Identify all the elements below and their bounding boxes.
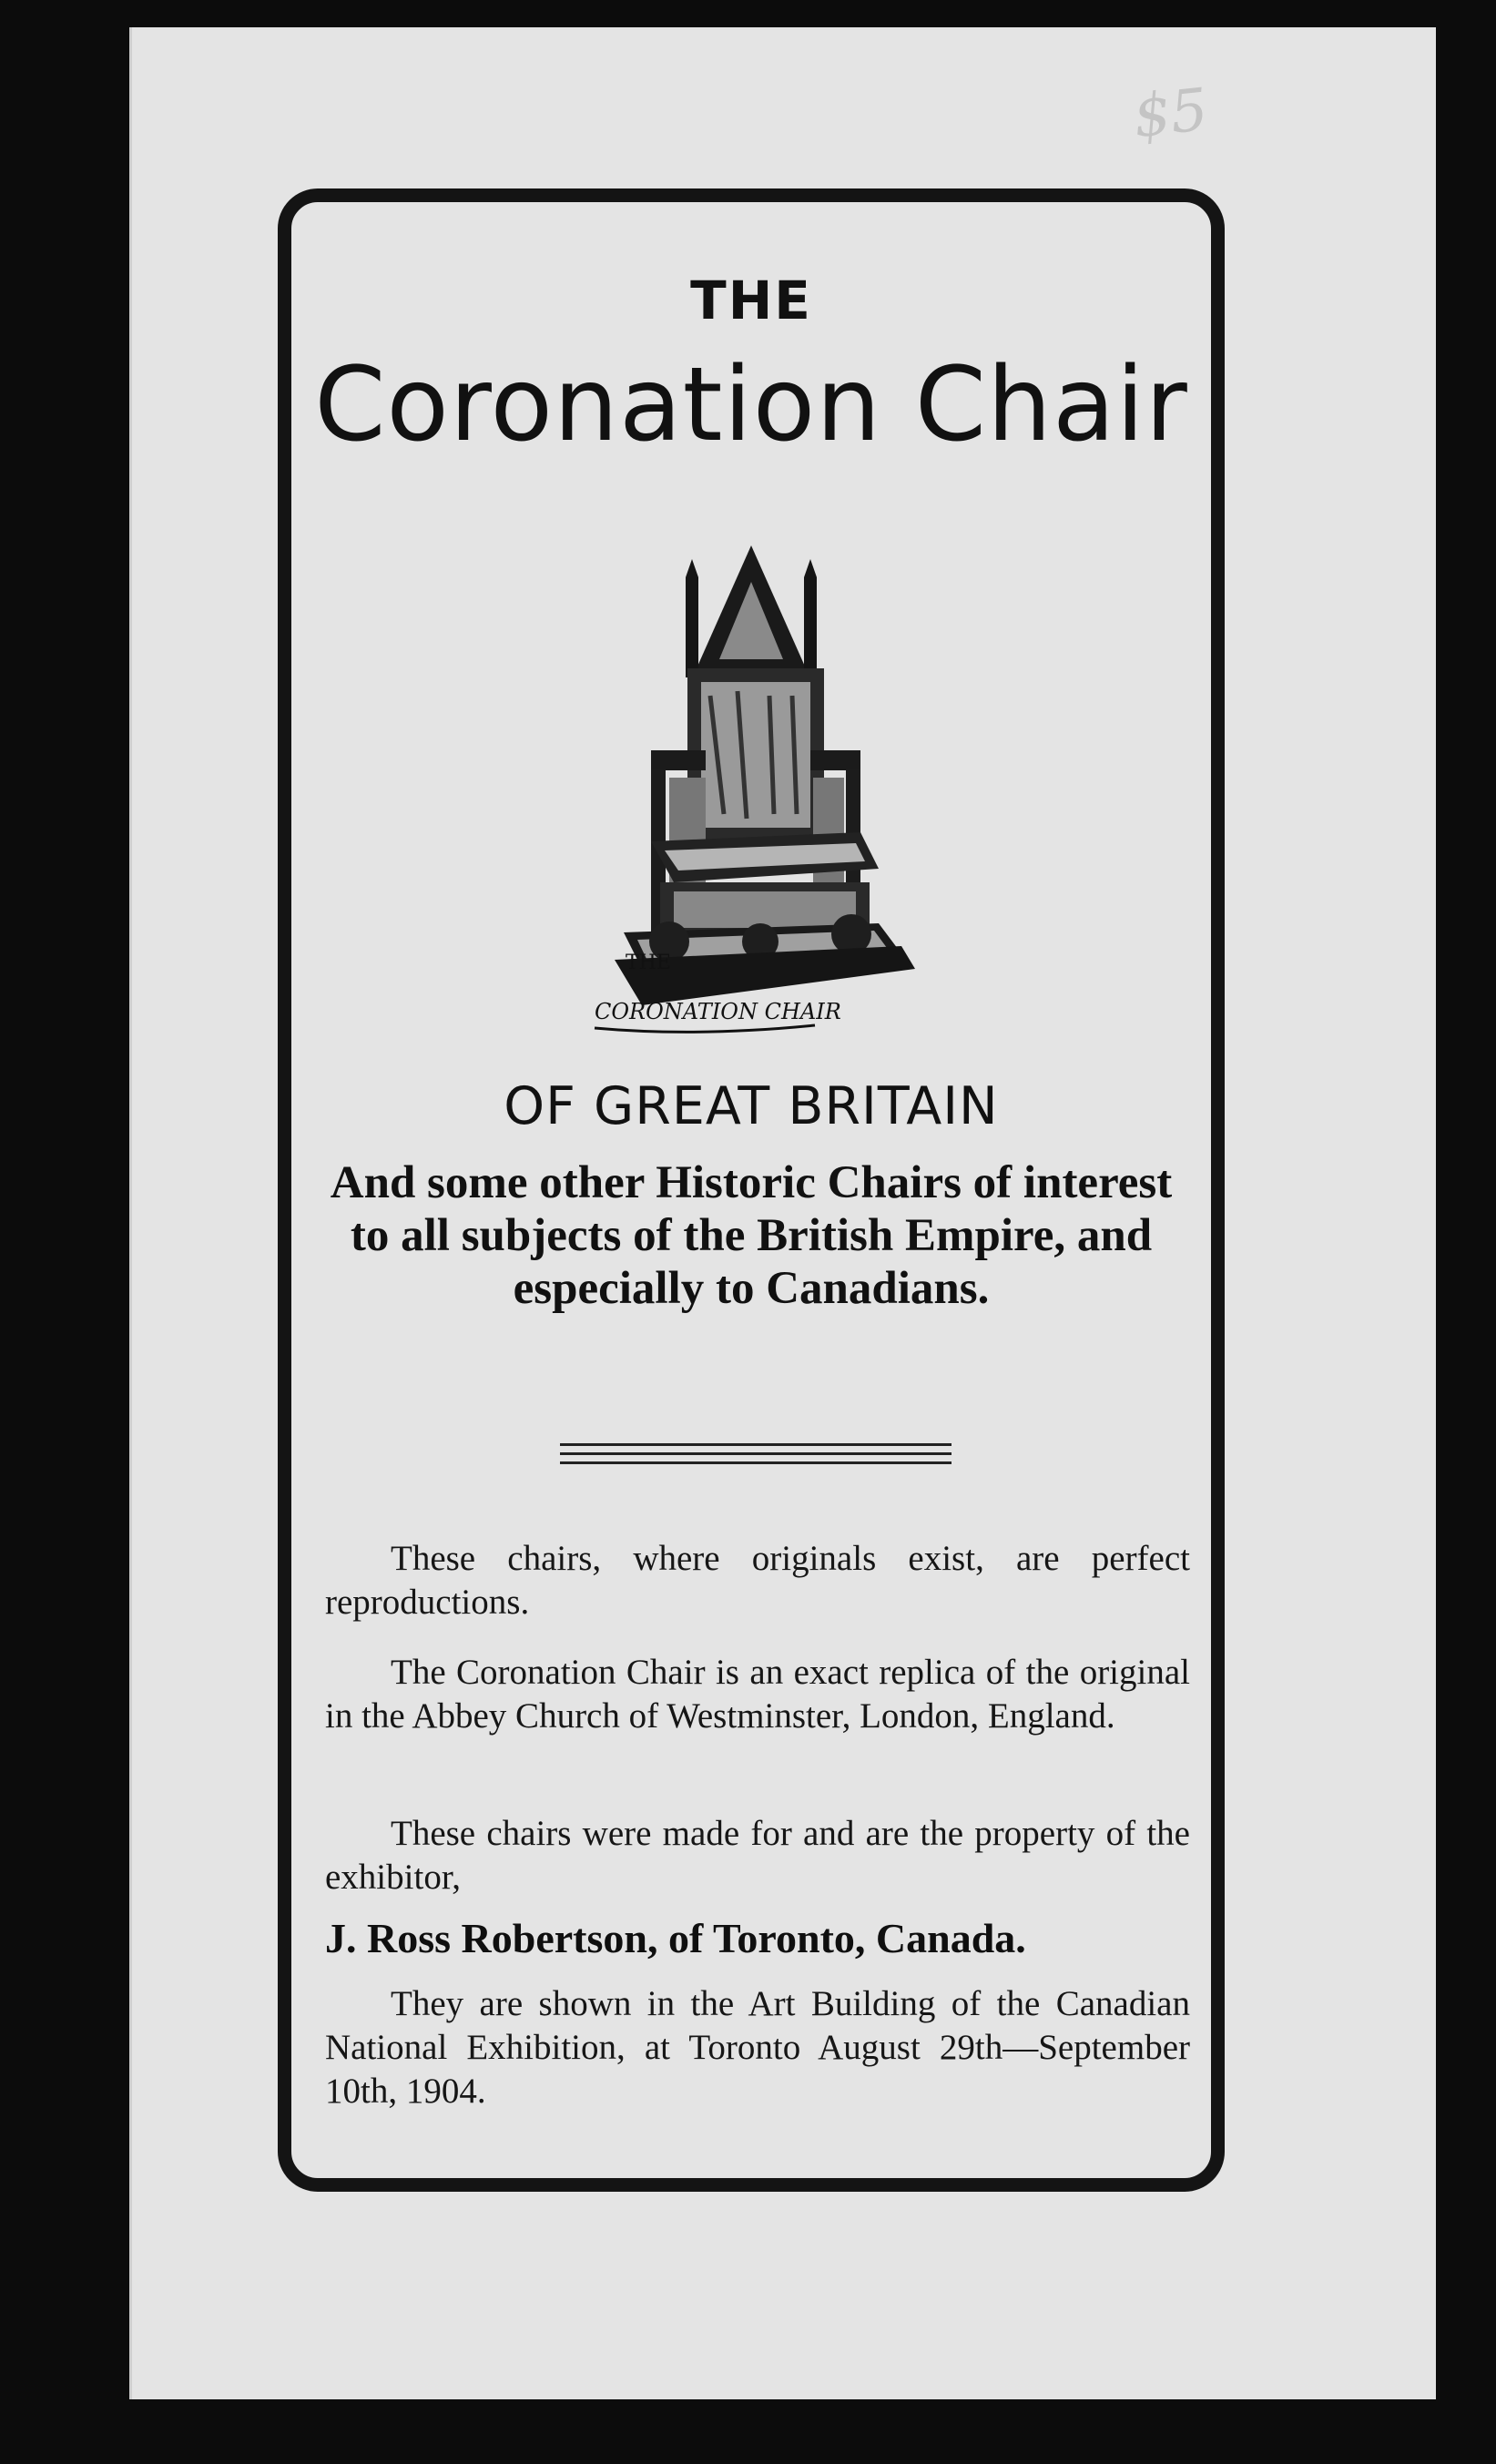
decorative-rules bbox=[560, 1443, 952, 1471]
paragraph-text: These chairs were made for and are the property of the exhibitor, bbox=[325, 1814, 1190, 1897]
paragraph-property bbox=[325, 1812, 1190, 1899]
title-article: THE bbox=[690, 270, 812, 331]
intro-text: And some other Historic Chairs of interest to all subjects of the British Empire, and especially to Canadians. bbox=[330, 1157, 1173, 1314]
subtitle: OF GREAT BRITAIN bbox=[504, 1076, 999, 1136]
rule-line bbox=[560, 1461, 952, 1464]
rule-line bbox=[560, 1452, 952, 1455]
page-title: Coronation Chair bbox=[314, 346, 1188, 464]
paragraph-text: These chairs, where originals exist, are perfect reproductions. bbox=[325, 1539, 1190, 1622]
paragraph-text: They are shown in the Art Building of the Canadian National Exhibition, at Toronto August 29th—September 10th, 1904. bbox=[325, 1984, 1190, 2111]
paragraph-text: The Coronation Chair is an exact replica of the original in the Abbey Church of Westminster, London, England. bbox=[325, 1653, 1190, 1736]
paragraph-replica bbox=[325, 1651, 1190, 1738]
rule-line bbox=[560, 1443, 952, 1446]
illustration-caption-title: CORONATION CHAIR bbox=[595, 999, 841, 1024]
pencil-price-note: $5 bbox=[1130, 76, 1212, 152]
exhibitor-name: J. Ross Robertson, of Toronto, Canada. bbox=[325, 1915, 1026, 1961]
illustration-caption-the: THE bbox=[626, 952, 671, 974]
paragraph-reproductions bbox=[325, 1537, 1190, 1624]
paragraph-exhibition bbox=[325, 1982, 1190, 2113]
coronation-chair-illustration bbox=[587, 541, 915, 1037]
